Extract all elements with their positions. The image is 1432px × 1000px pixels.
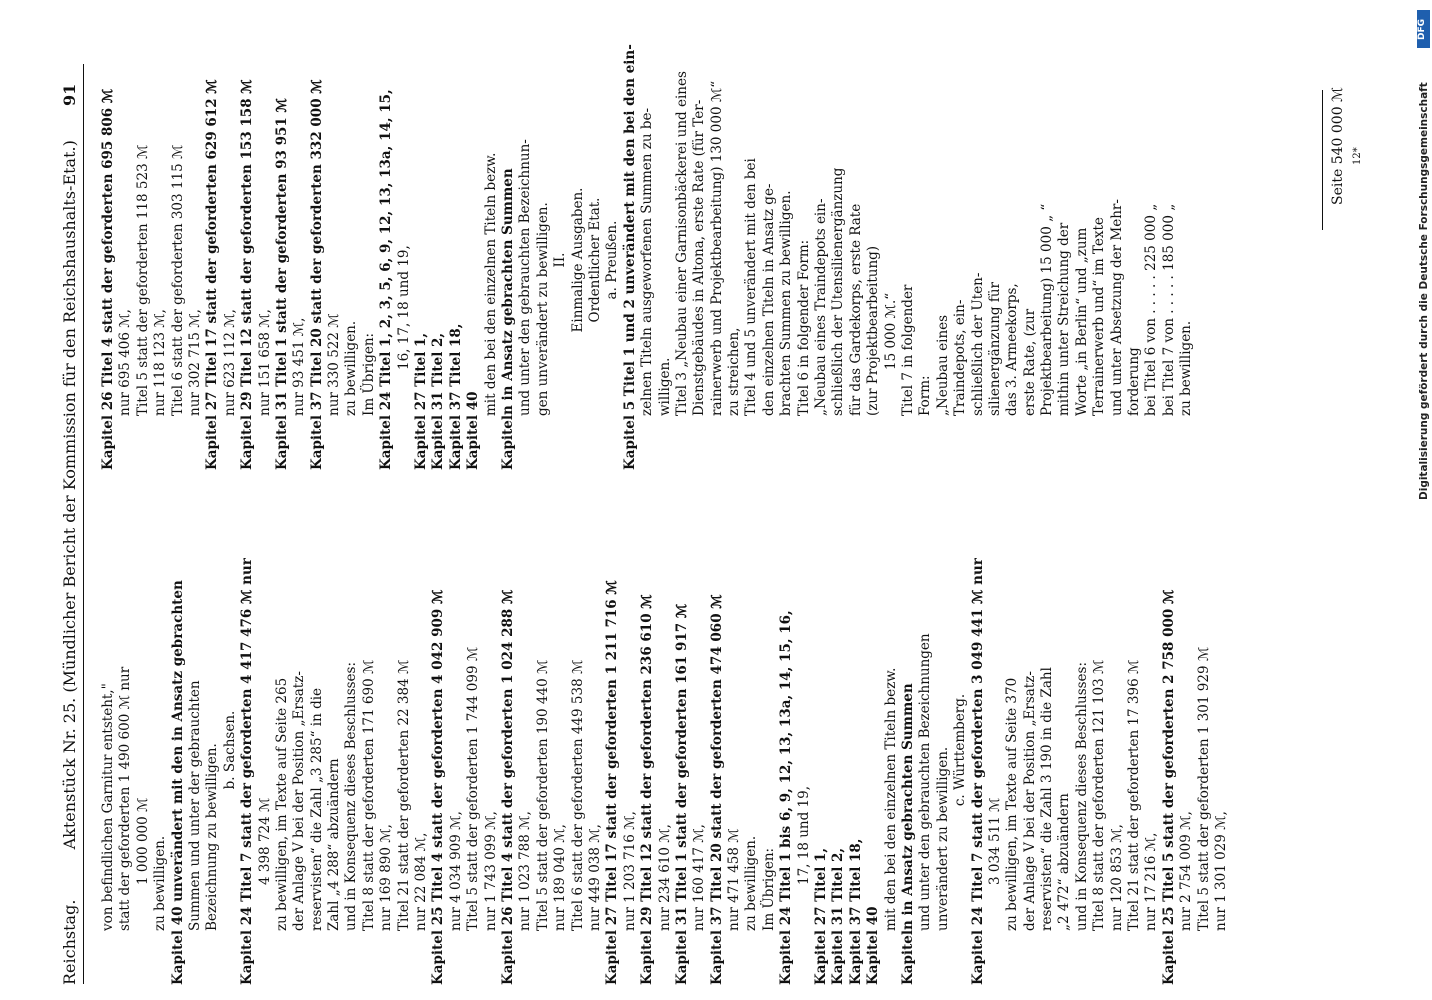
text-line: (zur Projektbearbeitung)	[865, 245, 882, 416]
text-line: „Neubau eines	[934, 314, 951, 416]
text-line: Kapitel 27 Titel 1,	[813, 847, 830, 985]
text-line: zu bewilligen.	[1178, 320, 1195, 416]
text-line: nur 471 458 ℳ	[726, 828, 743, 931]
text-line: brachten Summen zu bewilligen.	[778, 190, 795, 416]
text-line: bei Titel 6 von . . . . . 225 000 „	[1143, 203, 1160, 416]
text-line: nur 151 658 ℳ,	[256, 309, 273, 416]
text-line: zu bewilligen.	[343, 320, 360, 416]
text-line: Kapitel 37 Titel 20 statt der geforderten 474 060 ℳ	[708, 594, 725, 985]
text-line: Kapitel 37 Titel 20 statt der geforderten 332 000 ℳ	[308, 79, 325, 470]
text-line: gen unverändert zu bewilligen.	[534, 202, 551, 416]
text-line: Kapitel 40	[465, 391, 482, 470]
text-line: Ordentlicher Etat.	[586, 197, 603, 323]
text-line: Kapitel 24 Titel 1 bis 6, 9, 12, 13, 13a, 14, 15, 16,	[778, 610, 795, 985]
text-line: das 3. Armeekorps,	[1004, 283, 1021, 416]
text-line: zelnen Titeln ausgeworfenen Summen zu be-	[639, 107, 656, 416]
text-line: nur 22 084 ℳ,	[413, 832, 430, 931]
text-line: Im Übrigen:	[760, 847, 777, 931]
header-left: Reichstag.	[60, 899, 79, 985]
text-line: II.	[552, 252, 569, 268]
text-line: nur 695 406 ℳ,	[117, 309, 134, 416]
text-line: zu bewilligen.	[743, 835, 760, 931]
text-line: nur 17 216 ℳ,	[1143, 832, 1160, 931]
text-line: Kapitel 27 Titel 17 statt der geforderten 629 612 ℳ	[204, 79, 221, 470]
text-line: nur 449 038 ℳ,	[586, 824, 603, 931]
text-line: und unter den gebrauchten Bezeichnun-	[517, 139, 534, 416]
text-line: Form:	[917, 375, 934, 416]
text-line: Titel 21 statt der geforderten 17 396 ℳ	[1126, 659, 1143, 931]
text-line: Im Übrigen:	[360, 332, 377, 416]
text-line: und unter den gebrauchten Bezeichnungen	[917, 633, 934, 931]
text-line: Kapitel 27 Titel 17 statt der geforderten 1 211 716 ℳ	[604, 580, 621, 985]
text-line: „2 472“ abzuändern	[1056, 793, 1073, 931]
header-title: Aktenstück Nr. 25. (Mündlicher Bericht der Kommission für den Reichshaushalts-Etat.)	[60, 140, 79, 850]
text-line: nur 120 853 ℳ,	[1108, 824, 1125, 931]
text-line: Kapitel 40 unverändert mit den in Ansatz gebrachten	[169, 580, 186, 985]
text-line: Titel 3 „Neubau einer Garnisonbäckerei und eines	[673, 71, 690, 416]
text-line: Kapitel 24 Titel 7 statt der geforderten 4 417 476 ℳ nur	[239, 558, 256, 985]
text-line: Titel 5 statt der geforderten 190 440 ℳ	[534, 659, 551, 931]
header-rule	[83, 64, 84, 984]
text-line: 17, 18 und 19,	[795, 785, 812, 885]
text-line: reservisten“ die Zahl „3 285“ in die	[308, 687, 325, 931]
text-line: Einmalige Ausgaben.	[569, 187, 586, 333]
text-line: nur 302 715 ℳ,	[186, 309, 203, 416]
text-line: Titel 7 in folgender	[899, 284, 916, 416]
text-line: Titel 8 statt der geforderten 121 103 ℳ	[1091, 659, 1108, 931]
text-line: Titel 4 und 5 unverändert mit den bei	[743, 158, 760, 416]
text-line: 3 034 511 ℳ	[986, 797, 1003, 885]
text-line: Kapitel 26 Titel 4 statt der geforderten 1 024 288 ℳ	[499, 589, 516, 985]
text-line: erste Rate, (zur	[1021, 308, 1038, 416]
text-line: Titel 8 statt der geforderten 171 690 ℳ	[360, 659, 377, 931]
right-text-column	[100, 44, 1196, 470]
text-line: mit den bei den einzelnen Titeln bezw.	[482, 152, 499, 416]
text-line: nur 330 522 ℳ	[326, 313, 343, 416]
text-line: rainerwerb und Projektbearbeitung) 130 000 ℳ“	[708, 80, 725, 416]
text-line: Projektbearbeitung) 15 000 „ “	[1039, 203, 1056, 416]
text-line: mit den bei den einzelnen Titeln bezw.	[882, 667, 899, 931]
text-line: willigen.	[656, 357, 673, 416]
text-line: b. Sachsen.	[221, 710, 238, 790]
text-line: Summen und unter der gebrauchten	[186, 680, 203, 931]
text-line: Kapitel 27 Titel 1,	[413, 332, 430, 470]
text-line: Kapitel 25 Titel 4 statt der geforderten 4 042 909 ℳ	[430, 589, 447, 985]
text-line: nur 623 112 ℳ,	[221, 309, 238, 416]
text-line: schließlich der Utensilienergänzung	[830, 167, 847, 416]
text-line: Titel 6 statt der geforderten 449 538 ℳ	[569, 659, 586, 931]
text-line: Dienstgebäudes in Altona, erste Rate (für Ter-	[691, 99, 708, 416]
text-line: Kapitel 37 Titel 18,	[447, 323, 464, 470]
text-line: Kapitel 40	[865, 906, 882, 985]
text-line: nur 160 417 ℳ,	[691, 824, 708, 931]
running-header	[60, 84, 79, 985]
text-line: unverändert zu bewilligen.	[934, 746, 951, 931]
text-line: zu streichen,	[726, 327, 743, 416]
text-line: 16, 17, 18 und 19,	[395, 245, 412, 370]
text-line: 1 000 000 ℳ	[134, 797, 151, 885]
text-line: zu bewilligen, im Texte auf Seite 370	[1004, 677, 1021, 931]
text-line: Titel 5 statt der geforderten 1 301 929 ℳ	[1195, 646, 1212, 931]
text-line: Titel 5 statt der geforderten 118 523 ℳ	[134, 144, 151, 416]
text-line: a. Preußen.	[604, 220, 621, 300]
text-line: Kapitel 25 Titel 5 statt der geforderten 2 758 000 ℳ	[1160, 589, 1177, 985]
text-line: nur 1 023 788 ℳ,	[517, 811, 534, 931]
digitization-note: Digitalisierung gefördert durch die Deutsche Forschungsgemeinschaft	[1418, 82, 1430, 500]
text-line: für das Gardekorps, erste Rate	[847, 203, 864, 416]
text-line: Kapitel 29 Titel 12 statt der geforderten 153 158 ℳ	[239, 79, 256, 470]
text-line: 15 000 ℳ.“	[882, 292, 899, 370]
text-line: Titel 6 statt der geforderten 303 115 ℳ	[169, 144, 186, 416]
text-line: Kapitel 31 Titel 1 statt der geforderten 93 951 ℳ	[273, 98, 290, 470]
text-line: Titel 6 in folgender Form:	[795, 239, 812, 416]
text-line: Kapiteln in Ansatz gebrachten Summen	[499, 168, 516, 470]
text-line: Bezeichnung zu bewilligen.	[204, 743, 221, 931]
text-line: nur 1 203 716 ℳ,	[621, 811, 638, 931]
text-line: Titel 21 statt der geforderten 22 384 ℳ	[395, 659, 412, 931]
text-line: Kapiteln in Ansatz gebrachten Summen	[899, 683, 916, 985]
text-line: mithin unter Streichung der	[1056, 222, 1073, 416]
text-line: und in Konsequenz dieses Beschlusses:	[1073, 661, 1090, 931]
text-line: nur 118 123 ℳ,	[152, 309, 169, 416]
text-line: den einzelnen Titeln in Ansatz ge-	[760, 183, 777, 416]
dfg-logo: DFG	[1417, 10, 1430, 48]
text-line: silienergänzung für	[986, 282, 1003, 416]
text-line: nur 1 743 099 ℳ,	[482, 811, 499, 931]
text-line: „Neubau eines Traindepots ein-	[813, 198, 830, 416]
text-line: reservisten“ die Zahl 3 190 in die Zahl	[1039, 667, 1056, 931]
text-line: nur 189 040 ℳ,	[552, 824, 569, 931]
text-line: 4 398 724 ℳ	[256, 797, 273, 885]
text-line: von befindlichen Garnitur entsteht,"	[100, 683, 116, 931]
text-line: forderung	[1126, 347, 1143, 416]
sum-rule	[1322, 90, 1323, 230]
text-line: Kapitel 24 Titel 7 statt der geforderten 3 049 441 ℳ nur	[969, 558, 986, 985]
text-line: statt der geforderten 1 490 600 ℳ nur	[117, 666, 134, 931]
text-line: schließlich der Uten-	[969, 272, 986, 416]
text-line: nur 93 451 ℳ,	[291, 317, 308, 416]
left-text-column	[100, 515, 1230, 985]
text-line: der Anlage V bei der Position „Ersatz-	[1021, 671, 1038, 931]
text-line: nur 1 301 029 ℳ,	[1213, 811, 1229, 931]
page-number: 91	[60, 83, 79, 106]
signature-mark: 12*	[1352, 147, 1363, 165]
text-line: zu bewilligen.	[152, 835, 169, 931]
text-line: nur 169 890 ℳ,	[378, 824, 395, 931]
text-line: Kapitel 29 Titel 12 statt der geforderten 236 610 ℳ	[639, 594, 656, 985]
text-line: bei Titel 7 von . . . . . 185 000 „	[1160, 203, 1177, 416]
text-line: Worte „in Berlin“ und „zum	[1073, 227, 1090, 416]
text-line: Kapitel 31 Titel 1 statt der geforderten 161 917 ℳ	[673, 603, 690, 985]
text-line: Kapitel 26 Titel 4 statt der geforderten 695 806 ℳ	[100, 88, 116, 470]
text-line: nur 4 034 909 ℳ,	[447, 811, 464, 931]
text-line: Terrainerwerb und“ im Texte	[1091, 217, 1108, 416]
sum-line: Seite 540 000 ℳ	[1330, 86, 1346, 205]
text-line: Kapitel 5 Titel 1 und 2 unverändert mit den bei den ein-	[621, 44, 638, 470]
text-line: nur 234 610 ℳ,	[656, 824, 673, 931]
text-line: Kapitel 24 Titel 1, 2, 3, 5, 6, 9, 12, 13, 13a, 14, 15,	[378, 89, 395, 470]
text-line: Kapitel 31 Titel 2,	[830, 847, 847, 985]
text-line: zu bewilligen, im Texte auf Seite 265	[273, 677, 290, 931]
text-line: Titel 5 statt der geforderten 1 744 099 ℳ	[465, 646, 482, 931]
text-line: nur 2 754 009 ℳ,	[1178, 811, 1195, 931]
text-line: und unter Absetzung der Mehr-	[1108, 199, 1125, 416]
text-line: Traindepots, ein-	[952, 299, 969, 416]
text-line: Kapitel 37 Titel 18,	[847, 838, 864, 985]
text-line: c. Württemberg.	[952, 693, 969, 807]
text-line: Kapitel 31 Titel 2,	[430, 332, 447, 470]
text-line: und in Konsequenz dieses Beschlusses:	[343, 661, 360, 931]
text-line: Zahl „4 288“ abzuändern	[326, 758, 343, 931]
text-line: der Anlage V bei der Position „Ersatz-	[291, 671, 308, 931]
